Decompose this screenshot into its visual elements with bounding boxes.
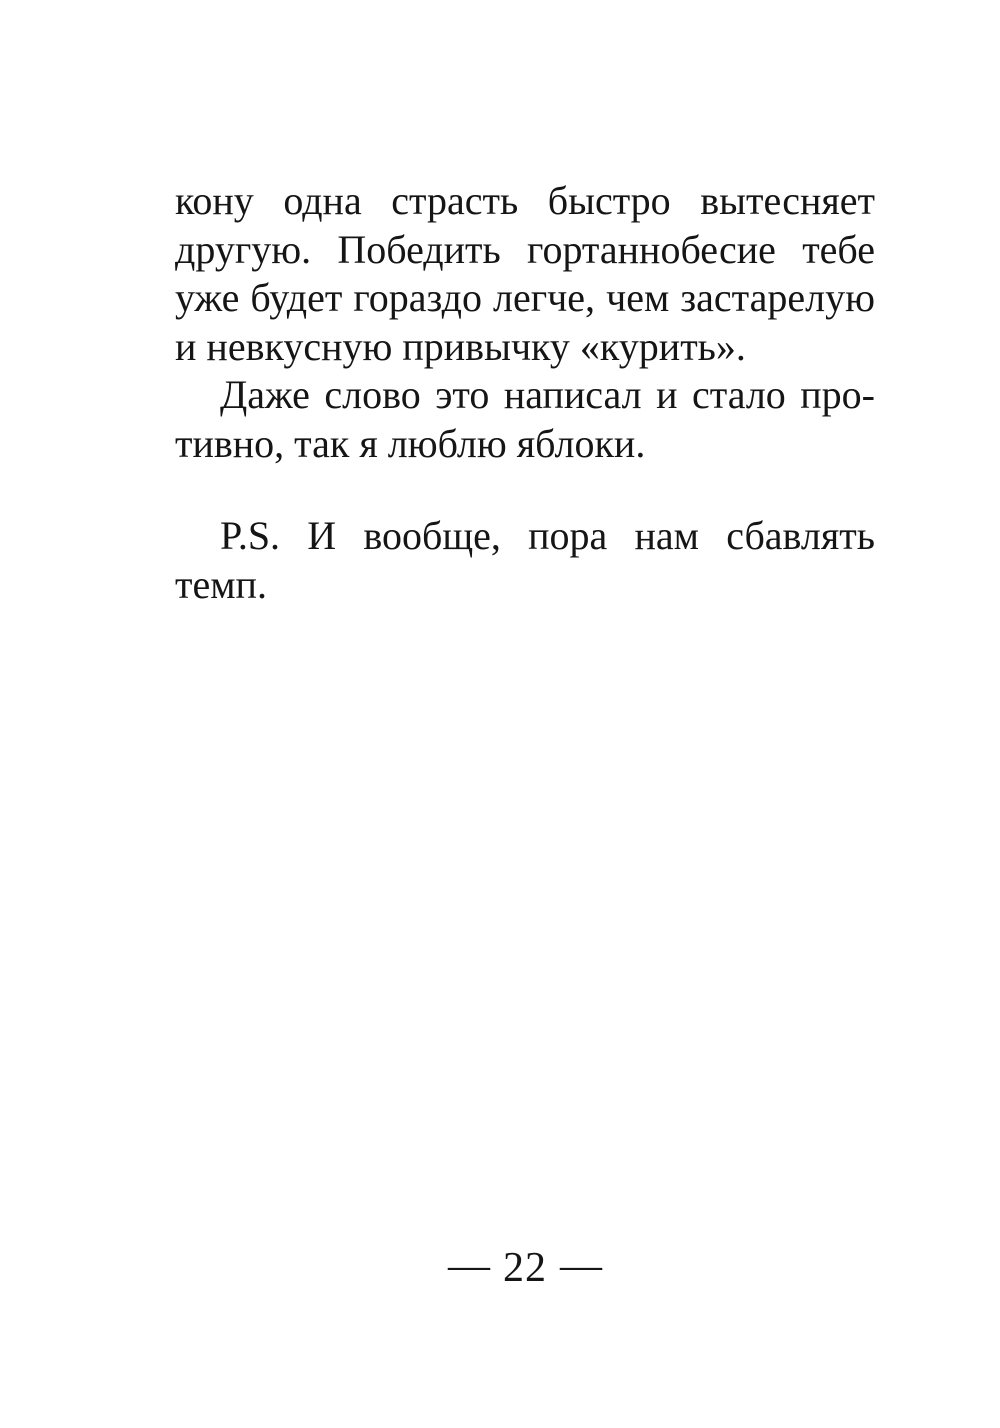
paragraph-1-line-1: кону одна страсть быстро вытесняет (175, 178, 875, 223)
footer-left-dash: — (448, 1243, 490, 1289)
paragraph-2-line-1: Даже слово это написал и стало про- (220, 372, 875, 417)
paragraph-3-line-2: темп. (175, 561, 267, 607)
paragraph-3-line-1: P.S. И вообще, пора нам сбавлять (220, 513, 875, 558)
paragraph-1-line-4: и невкусную привычку «курить». (175, 323, 746, 369)
page-number-footer (175, 1244, 875, 1292)
text-block (175, 177, 875, 609)
footer-right-dash: — (560, 1243, 602, 1289)
paragraph-1-line-3: уже будет гораздо легче, чем застарелую (175, 275, 875, 320)
paragraph-2-line-2: тивно, так я люблю яблоки. (175, 420, 646, 466)
paragraph-1-line-2: другую. Победить гортаннобесие тебе (175, 226, 875, 272)
footer-page-number: 22 (503, 1245, 547, 1291)
paragraph-spacer (175, 468, 875, 512)
